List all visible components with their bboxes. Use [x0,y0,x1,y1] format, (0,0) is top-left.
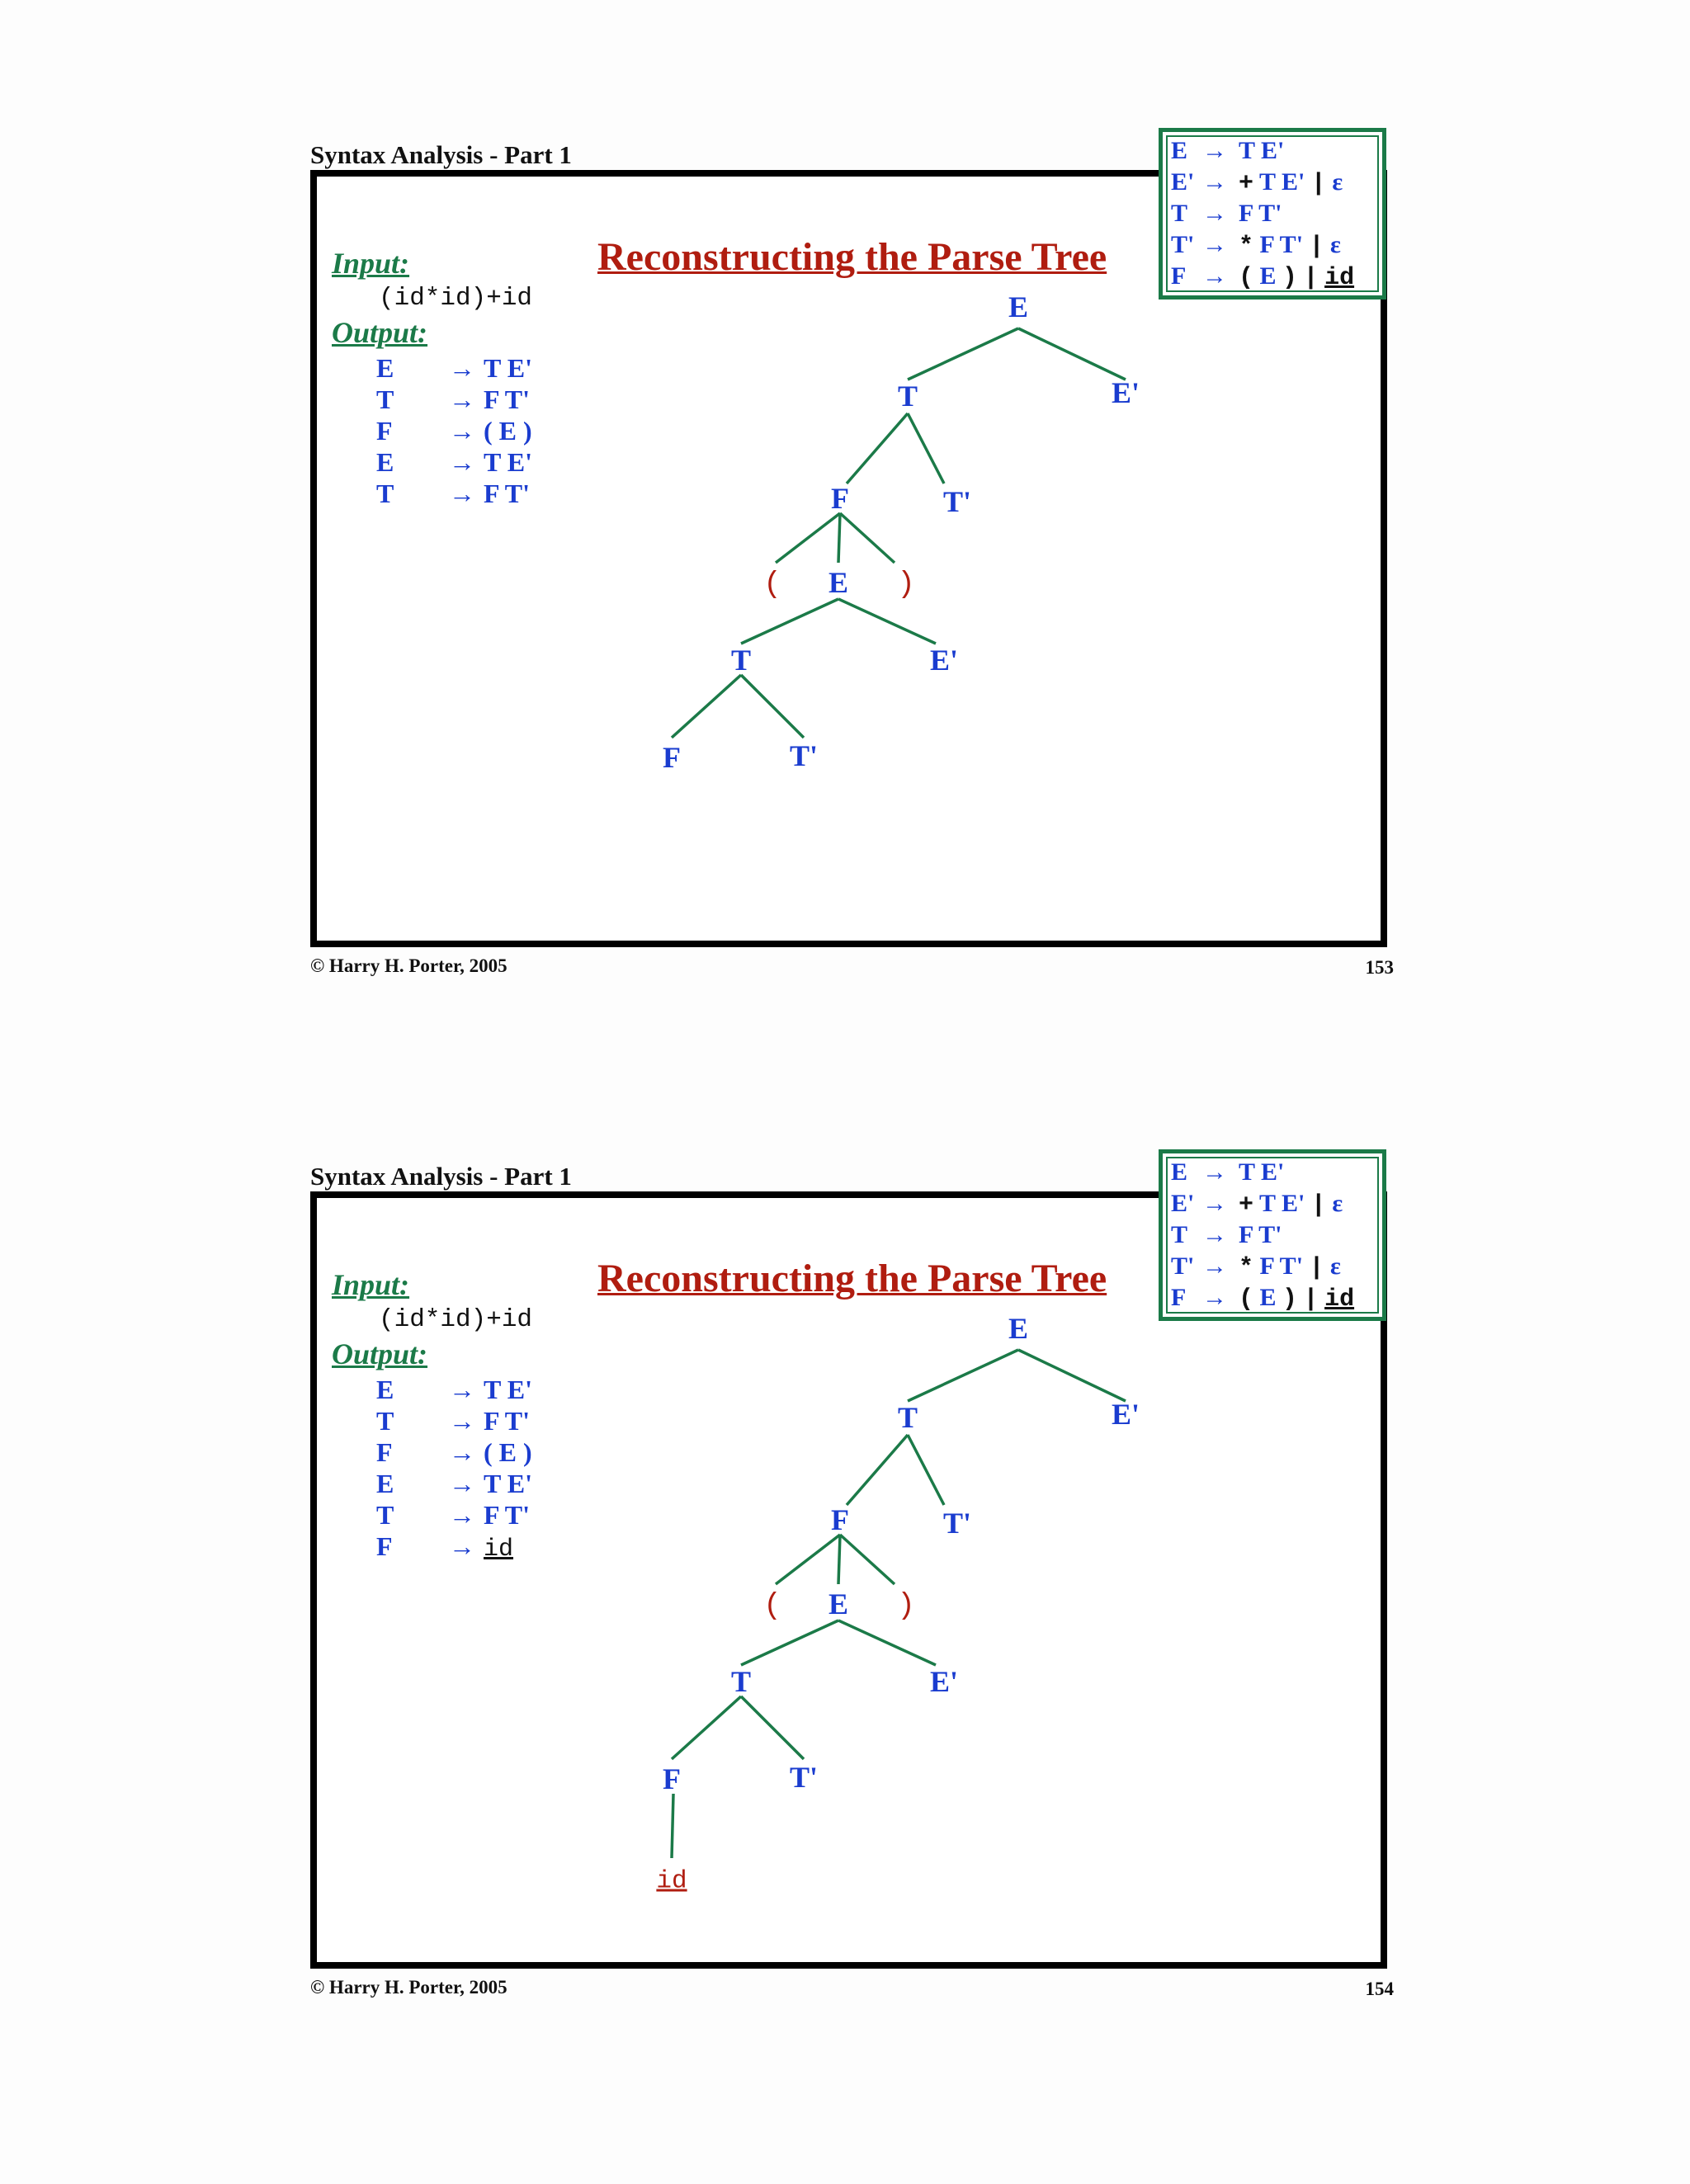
arrow-icon: → [1202,1190,1227,1217]
input-string: (id*id)+id [379,284,533,313]
grammar-rule [1171,1282,1354,1314]
arrow-icon: → [1202,1252,1227,1280]
production-lhs: T [376,1406,394,1436]
slide-header: Syntax Analysis - Part 1 [310,1162,572,1191]
grammar-rule [1171,229,1341,261]
rule-rhs: T E' [1258,1190,1305,1217]
tree-node-T-prime: T' [942,1507,972,1540]
arrow-icon: → [1202,1221,1227,1248]
tree-node-F: F [663,1762,681,1795]
tree-node-E: E [1008,1312,1029,1345]
rule-lhs: F [1171,1284,1187,1311]
grammar-rule [1171,1188,1343,1219]
grammar-rule [1171,135,1284,167]
production-rhs: T E' [484,1375,532,1404]
rule-epsilon: ε [1332,168,1343,196]
slide-154 [310,1158,1408,2020]
rule-bar: | [1310,1191,1326,1219]
tree-node-E: E [828,566,849,599]
tree-leaf-id: id [656,1866,687,1896]
production-rhs: T E' [484,353,532,383]
arrow-icon: → [1202,168,1227,196]
rule-lhs: T [1171,200,1188,227]
grammar-box [1159,128,1386,300]
rule-bar: | [1310,170,1326,198]
production-rhs: F T' [484,384,531,414]
rule-lparen: ( [1239,1285,1254,1314]
input-string: (id*id)+id [379,1305,533,1334]
rule-rhs: E [1259,262,1277,290]
rule-star: * [1239,1254,1254,1282]
arrow-icon: → [449,1531,475,1561]
output-label: Output: [332,1337,428,1370]
rule-lhs: E' [1171,1190,1195,1217]
tree-node-T: T [730,644,752,677]
arrow-icon: → [449,384,475,414]
arrow-icon: → [449,447,475,477]
arrow-icon: → [449,1406,475,1436]
rule-rhs: F T' [1259,1252,1304,1280]
output-label: Output: [332,316,428,349]
tree-node-E-prime: E' [1111,1398,1140,1431]
production-lhs: F [376,416,393,446]
rule-bar: | [1303,264,1319,292]
arrow-icon: → [1202,137,1227,164]
production-rhs: ( E ) [484,416,532,446]
rule-id: id [1324,264,1355,292]
production-rhs: F T' [484,479,531,508]
rule-lhs: F [1171,262,1187,290]
grammar-rule [1171,1219,1282,1251]
tree-node-T: T [897,380,918,413]
arrow-icon: → [1202,262,1227,290]
copyright: © Harry H. Porter, 2005 [310,1977,507,1998]
production-lhs: E [376,353,394,383]
production-lhs: E [376,1375,394,1404]
tree-node-E: E [828,1587,849,1620]
rule-epsilon: ε [1330,231,1341,258]
tree-node-F: F [831,1503,849,1536]
grammar-rule [1171,1251,1341,1282]
rule-plus: + [1239,170,1254,198]
arrow-icon: → [1202,1284,1227,1311]
rule-bar: | [1309,1254,1324,1282]
arrow-icon: → [1202,231,1227,258]
page-number: 154 [1365,1979,1394,1999]
production-rhs: T E' [484,1469,532,1498]
rule-rhs: T E' [1258,168,1305,196]
production-lhs: E [376,1469,394,1498]
tree-node-E-prime: E' [1111,376,1140,409]
rule-bar: | [1309,233,1324,261]
production-lhs: E [376,447,394,477]
tree-node-F: F [663,741,681,774]
tree-node-E-prime: E' [929,644,959,677]
rule-star: * [1239,233,1254,261]
grammar-box [1159,1149,1386,1321]
grammar-rule [1171,261,1354,292]
tree-node-E-prime: E' [929,1665,959,1698]
tree-node-T-prime: T' [789,1761,819,1794]
tree-node-E: E [1008,290,1029,323]
production-lhs: F [376,1531,393,1561]
production-lhs: T [376,384,394,414]
copyright: © Harry H. Porter, 2005 [310,955,507,976]
rule-epsilon: ε [1330,1252,1341,1280]
arrow-icon: → [449,1437,475,1467]
arrow-icon: → [449,353,475,383]
production-lhs: F [376,1437,393,1467]
rule-lparen: ( [1239,264,1254,292]
grammar-rule [1171,198,1282,229]
arrow-icon: → [449,1375,475,1404]
production-rhs: id [484,1535,514,1564]
production-rhs: F T' [484,1406,531,1436]
arrow-icon: → [449,1469,475,1498]
slide-153 [310,137,1408,998]
slide-title: Reconstructing the Parse Tree [597,235,1107,279]
arrow-icon: → [449,1500,475,1530]
slide-header: Syntax Analysis - Part 1 [310,140,572,169]
production-lhs: T [376,479,394,508]
rule-epsilon: ε [1332,1190,1343,1217]
tree-node-T-prime: T' [789,739,819,772]
arrow-icon: → [449,416,475,446]
rule-rparen: ) [1282,264,1298,292]
tree-node-rparen: ) [897,1588,915,1623]
rule-lhs: E [1171,1158,1188,1186]
grammar-rule [1171,167,1343,198]
tree-node-rparen: ) [897,567,915,601]
rule-rparen: ) [1282,1285,1298,1314]
page-number: 153 [1365,957,1394,978]
rule-lhs: T' [1171,1252,1195,1280]
tree-node-lparen: ( [763,1588,781,1623]
rule-rhs: F T' [1239,1221,1282,1248]
tree-node-T-prime: T' [942,485,972,518]
arrow-icon: → [449,479,475,508]
rule-lhs: T' [1171,231,1195,258]
rule-lhs: T [1171,1221,1188,1248]
grammar-rule [1171,1157,1284,1188]
arrow-icon: → [1202,1158,1227,1186]
production-rhs: F T' [484,1500,531,1530]
production-rhs: T E' [484,447,532,477]
slide-title: Reconstructing the Parse Tree [597,1257,1107,1300]
tree-node-T: T [730,1665,752,1698]
rule-rhs: T E' [1239,137,1285,164]
tree-node-lparen: ( [763,567,781,601]
rule-lhs: E' [1171,168,1195,196]
production-lhs: T [376,1500,394,1530]
input-label: Input: [332,247,410,280]
rule-lhs: E [1171,137,1188,164]
rule-rhs: E [1259,1284,1277,1311]
rule-rhs: T E' [1239,1158,1285,1186]
tree-node-T: T [897,1401,918,1434]
rule-rhs: F T' [1259,231,1304,258]
rule-plus: + [1239,1191,1254,1219]
tree-node-F: F [831,482,849,515]
rule-id: id [1324,1285,1355,1314]
rule-bar: | [1303,1285,1319,1314]
arrow-icon: → [1202,200,1227,227]
production-rhs: ( E ) [484,1437,532,1467]
rule-rhs: F T' [1239,200,1282,227]
input-label: Input: [332,1268,410,1301]
